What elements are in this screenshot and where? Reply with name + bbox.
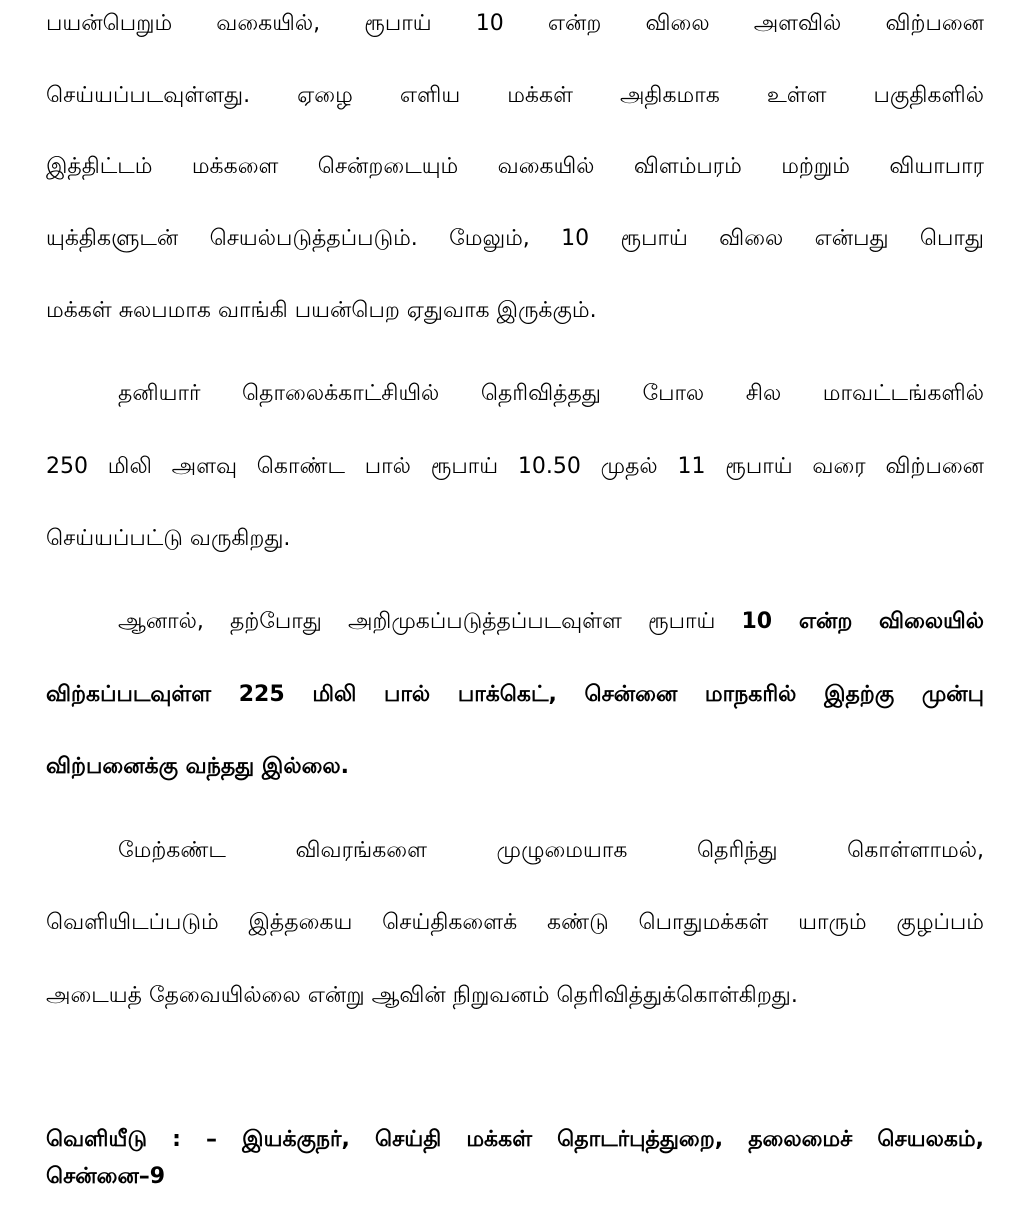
- paragraph-line: வெளியிடப்படும் இத்தகைய செய்திகளைக் கண்டு பொதுமக்கள் யாரும் குழப்பம்: [46, 910, 984, 935]
- footer-line-2: சென்னை–9: [46, 1164, 166, 1189]
- paragraph-line: மக்கள் சுலபமாக வாங்கி பயன்பெற ஏதுவாக இருக்கும்.: [46, 298, 597, 323]
- paragraph-line: மேற்கண்ட விவரங்களை முழுமையாக தெரிந்து கொள்ளாமல்,: [118, 838, 984, 863]
- paragraph-line: [46, 607, 984, 637]
- paragraph-line: விற்பனைக்கு வந்தது இல்லை.: [46, 754, 350, 779]
- paragraph-line: செய்யப்படவுள்ளது. ஏழை எளிய மக்கள் அதிகமாக உள்ள பகுதிகளில்: [46, 83, 984, 108]
- paragraph-line: தனியார் தொலைக்காட்சியில் தெரிவித்தது போல சில மாவட்டங்களில்: [118, 381, 984, 406]
- paragraph-line: 250 மிலி அளவு கொண்ட பால் ரூபாய் 10.50 முதல் 11 ரூபாய் வரை விற்பனை: [46, 454, 984, 479]
- footer-line-1: வெளியீடு : – இயக்குநர், செய்தி மக்கள் தொடர்புத்துறை, தலைமைச் செயலகம்,: [46, 1127, 984, 1152]
- paragraph-line: செய்யப்பட்டு வருகிறது.: [46, 526, 291, 551]
- paragraph-line: அடையத் தேவையில்லை என்று ஆவின் நிறுவனம் தெரிவித்துக்கொள்கிறது.: [46, 983, 798, 1008]
- paragraph-line: பயன்பெறும் வகையில், ரூபாய் 10 என்ற விலை அளவில் விற்பனை: [46, 11, 984, 36]
- bold-text: 10 என்ற விலையில்: [741, 609, 984, 634]
- paragraph-line: யுக்திகளுடன் செயல்படுத்தப்படும். மேலும், 10 ரூபாய் விலை என்பது பொது: [46, 226, 984, 251]
- paragraph-line: இத்திட்டம் மக்களை சென்றடையும் வகையில் விளம்பரம் மற்றும் வியாபார: [46, 154, 984, 179]
- normal-text: ஆனால், தற்போது அறிமுகப்படுத்தப்படவுள்ள ரூபாய்: [118, 609, 742, 634]
- paragraph-line: விற்கப்படவுள்ள 225 மிலி பால் பாக்கெட், சென்னை மாநகரில் இதற்கு முன்பு: [46, 682, 984, 707]
